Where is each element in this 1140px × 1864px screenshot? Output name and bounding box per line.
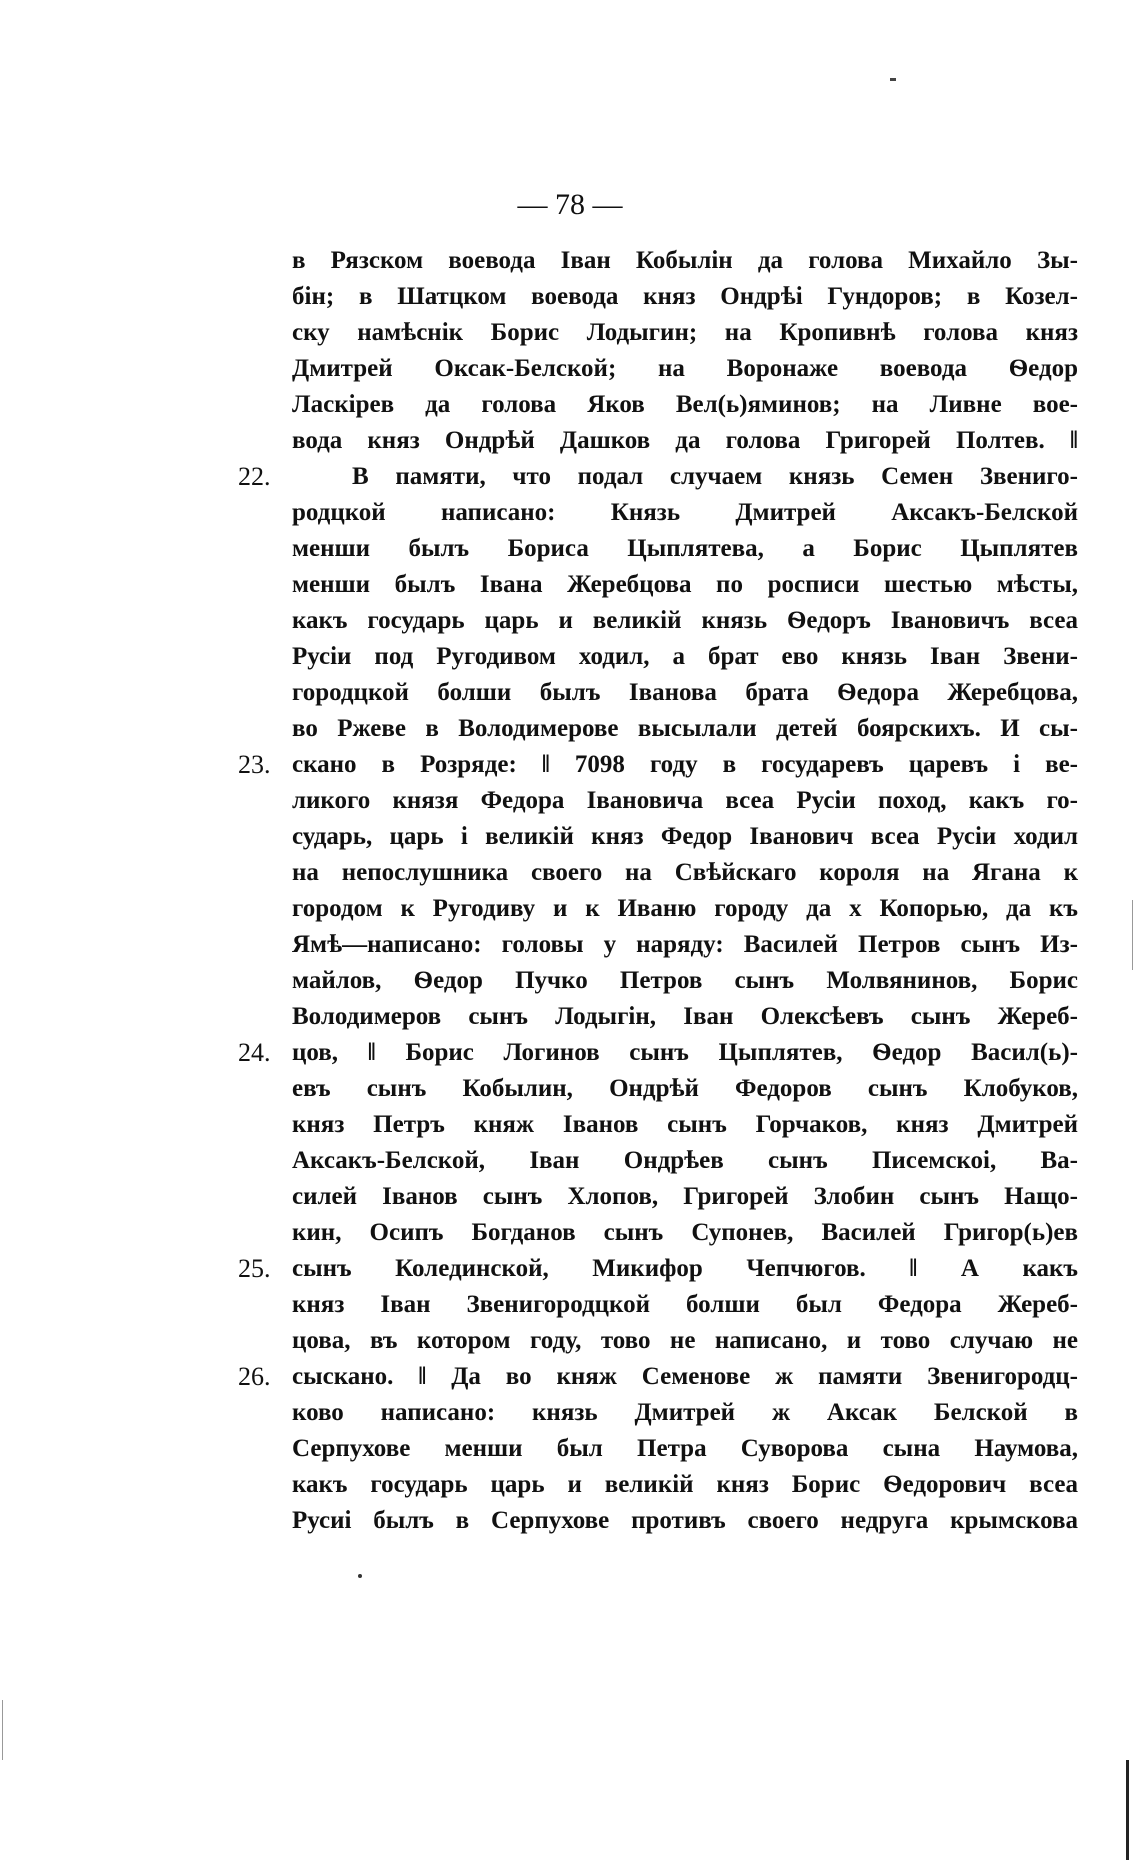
line-text: сынъ Колединской, Микифор Чепчюгов. ‖ А какъ: [292, 1255, 1078, 1282]
line-number: 25.: [238, 1254, 271, 1283]
line-text: сударь, царь і великій княз Федор Іванович всеа Русіи ходил: [292, 823, 1078, 850]
line-text: евъ сынъ Кобылин, Ондрѣй Федоров сынъ Клобуков,: [292, 1075, 1078, 1102]
scan-edge-line: [2, 1700, 3, 1760]
line-text: какъ государь царь и великій князь Ѳедоръ Івановичъ всеа: [292, 607, 1078, 634]
scan-edge-line: [1126, 1760, 1129, 1860]
line-text: цова, въ котором году, тово не написано, и тово случаю не: [292, 1327, 1078, 1354]
line-text: во Ржеве в Володимерове высылали детей боярскихъ. И сы-: [292, 715, 1078, 742]
line-text: майлов, Ѳедор Пучко Петров сынъ Молвянинов, Борис: [292, 967, 1078, 994]
line-number: 22.: [238, 462, 271, 491]
line-text: княз Петръ княж Іванов сынъ Горчаков, княз Дмитрей: [292, 1111, 1078, 1138]
line-text: ску намѣснік Борис Лодыгин; на Кропивнѣ голова княз: [292, 319, 1078, 346]
line-text: В памяти, что подал случаем князь Семен Звениго-: [352, 463, 1078, 490]
line-text: сыскано. ‖ Да во княж Семенове ж памяти Звенигородц-: [292, 1363, 1078, 1390]
line-text: силей Іванов сынъ Хлопов, Григорей Злобин сынъ Нащо-: [292, 1183, 1078, 1210]
line-text: городом к Ругодиву и к Иваню городу да х Копорью, да къ: [292, 895, 1078, 922]
line-text: бін; в Шатцком воевода княз Ондрѣі Гундоров; в Козел-: [292, 283, 1078, 310]
line-text: на непослушника своего на Свѣйскаго короля на Ягана к: [292, 859, 1078, 886]
line-number: 24.: [238, 1038, 271, 1067]
scan-edge-line: [1132, 900, 1133, 970]
line-text: Серпухове менши был Петра Суворова сына Наумова,: [292, 1435, 1078, 1462]
line-text: городцкой болши былъ Іванова брата Ѳедора Жеребцова,: [292, 679, 1078, 706]
line-text: менши былъ Бориса Цыплятева, а Борис Цыплятев: [292, 535, 1078, 562]
line-text: Дмитрей Оксак-Белской; на Воронаже воевода Ѳедор: [292, 355, 1078, 382]
line-text: Володимеров сынъ Лодыгін, Іван Олексѣевъ сынъ Жереб-: [292, 1003, 1078, 1030]
line-text: скано в Розряде: ‖ 7098 году в государевъ царевъ і ве-: [292, 751, 1078, 778]
line-text: родцкой написано: Князь Дмитрей Аксакъ-Белской: [292, 499, 1078, 526]
line-text: кин, Осипъ Богданов сынъ Супонев, Василей Григор(ь)ев: [292, 1219, 1078, 1246]
line-text: ликого князя Федора Івановича всеа Русіи поход, какъ го-: [292, 787, 1078, 814]
line-text: в Рязском воевода Іван Кобылін да голова Михайло Зы-: [292, 247, 1078, 274]
line-text: Ямѣ—написано: головы у наряду: Василей Петров сынъ Из-: [292, 931, 1078, 958]
scan-mark: [890, 78, 896, 81]
line-text: менши былъ Івана Жеребцова по росписи шестью мѣсты,: [292, 571, 1078, 598]
page-number: — 78 —: [517, 188, 623, 221]
line-text: Аксакъ-Белской, Іван Ондрѣев сынъ Писемскоі, Ва-: [292, 1147, 1078, 1174]
line-text: цов, ‖ Борис Логинов сынъ Цыплятев, Ѳедор Васил(ь)-: [292, 1039, 1078, 1066]
line-text: княз Іван Звенигородцкой болши был Федора Жереб-: [292, 1291, 1078, 1318]
line-number: 26.: [238, 1362, 271, 1391]
line-text: какъ государь царь и великій княз Борис Ѳедорович всеа: [292, 1471, 1078, 1498]
scan-mark: [358, 1574, 362, 1578]
line-text: Русіи под Ругодивом ходил, а брат ево князь Іван Звени-: [292, 643, 1078, 670]
line-text: Ласкірев да голова Яков Вел(ь)яминов; на Ливне вое-: [292, 391, 1078, 418]
line-number: 23.: [238, 750, 271, 779]
line-text: вода княз Ондрѣй Дашков да голова Григорей Полтев. ‖: [292, 427, 1078, 454]
line-text: ково написано: князь Дмитрей ж Аксак Белской в: [292, 1399, 1078, 1426]
line-text: Русиі былъ в Серпухове противъ своего недруга крымскова: [292, 1507, 1078, 1534]
